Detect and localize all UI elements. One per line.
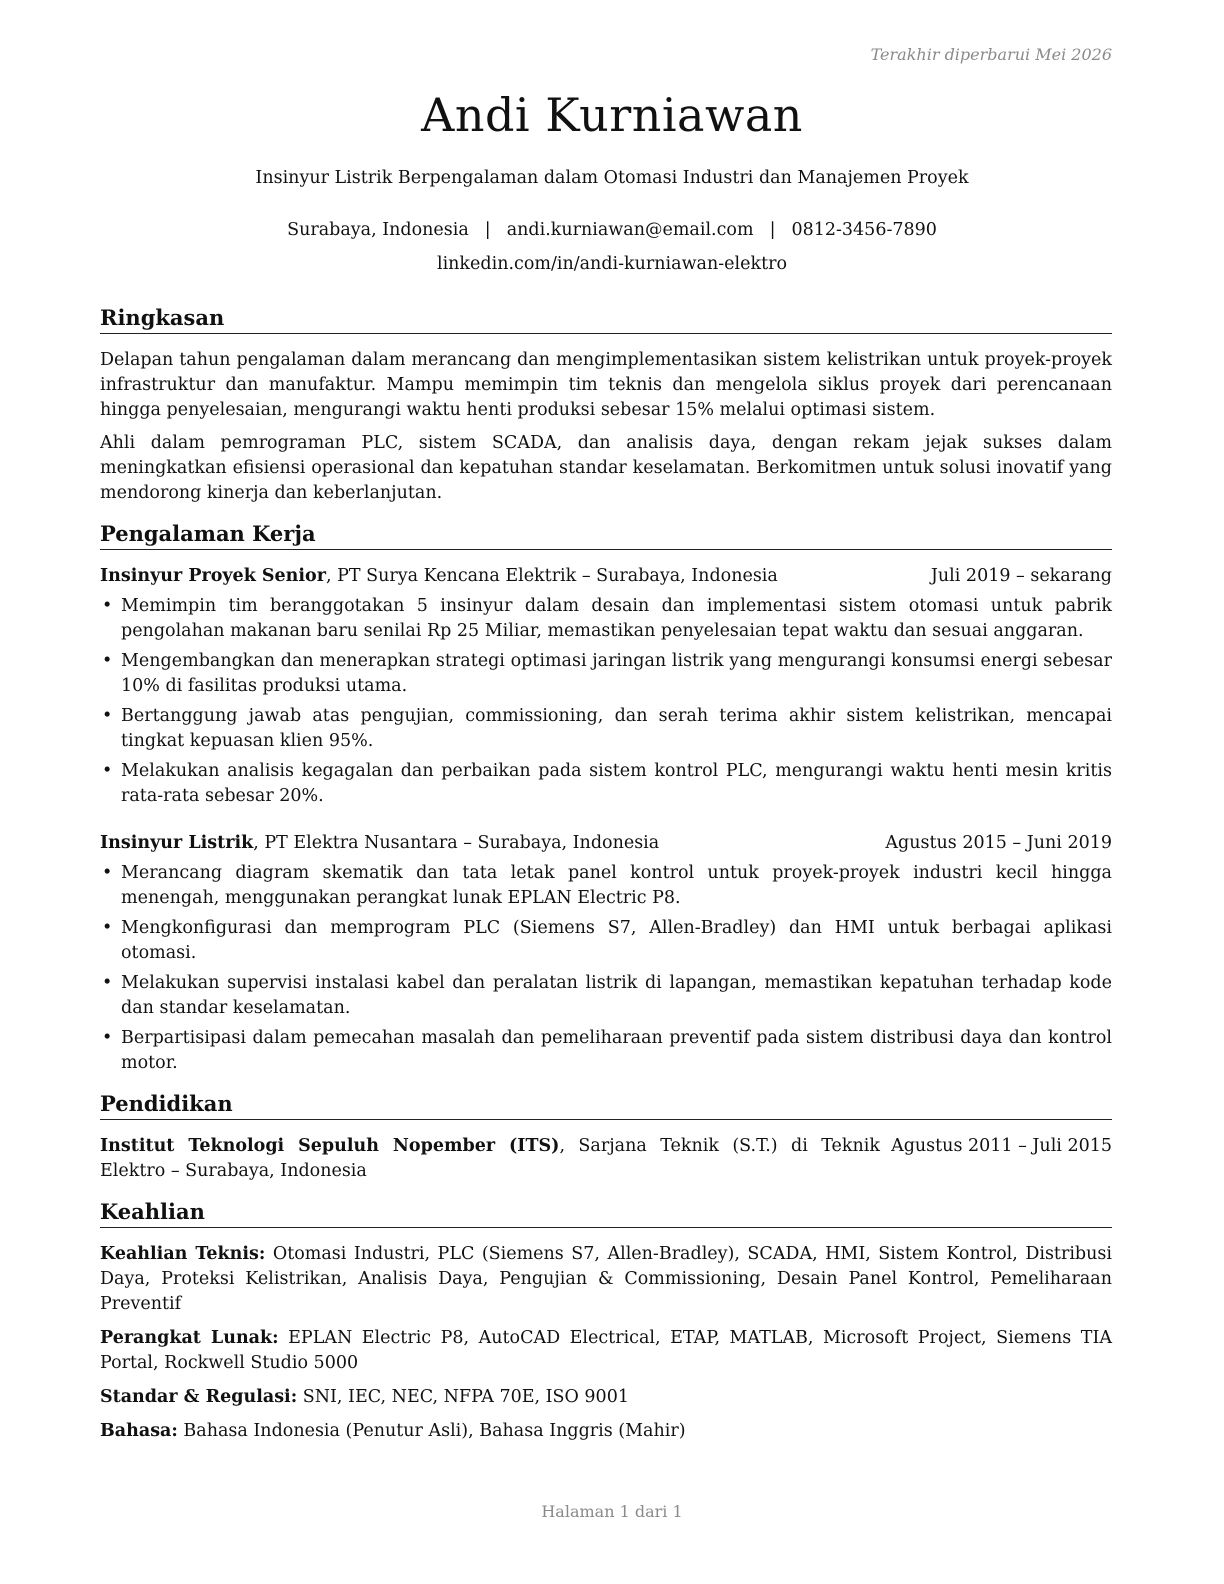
experience-section — [100, 520, 1112, 1076]
contact-line — [0, 220, 1224, 240]
skill-label: Perangkat Lunak: — [100, 1328, 279, 1348]
resume-content — [100, 304, 1112, 1458]
section-title-skills: Keahlian — [100, 1198, 1112, 1228]
contact-separator: | — [769, 220, 776, 240]
job-bullet: • Melakukan analisis kegagalan dan perbaikan pada sistem kontrol PLC, mengurangi waktu henti mesin kritis rata-rata sebesar 20%. — [100, 759, 1112, 809]
job-header — [100, 831, 1112, 856]
job-bullet: • Melakukan supervisi instalasi kabel dan peralatan listrik di lapangan, memastikan kepatuhan terhadap kode dan standar keselamatan. — [100, 971, 1112, 1021]
job-entry — [100, 831, 1112, 1076]
skill-line-technical — [100, 1242, 1112, 1317]
section-title-education: Pendidikan — [100, 1090, 1112, 1120]
education-degree: , Sarjana Teknik (S.T.) di Teknik Elektro – Surabaya, Indonesia — [100, 1136, 880, 1181]
job-company: , PT Elektra Nusantara – Surabaya, Indonesia — [253, 833, 660, 853]
last-updated: Terakhir diperbarui Mei 2026 — [870, 45, 1112, 64]
section-title-summary: Ringkasan — [100, 304, 1112, 334]
education-entry — [100, 1134, 1112, 1184]
skill-line-software — [100, 1326, 1112, 1376]
job-bullet: • Bertanggung jawab atas pengujian, commissioning, dan serah terima akhir sistem kelistrikan, mencapai tingkat kepuasan klien 95%. — [100, 704, 1112, 754]
skill-value: EPLAN Electric P8, AutoCAD Electrical, ETAP, MATLAB, Microsoft Project, Siemens TIA Portal, Rockwell Studio 5000 — [100, 1328, 1112, 1373]
skill-label: Standar & Regulasi: — [100, 1387, 298, 1407]
tagline: Insinyur Listrik Berpengalaman dalam Otomasi Industri dan Manajemen Proyek — [255, 168, 969, 188]
job-entry — [100, 564, 1112, 809]
linkedin-link[interactable]: linkedin.com/in/andi-kurniawan-elektro — [436, 254, 788, 274]
skill-value: Otomasi Industri, PLC (Siemens S7, Allen-Bradley), SCADA, HMI, Sistem Kontrol, Distribusi Daya, Proteksi Kelistrikan, Analisis Daya, Pengujian & Commissioning, Desain Panel Kontrol, Pemeliharaan Preventif — [100, 1244, 1112, 1314]
job-role: Insinyur Listrik — [100, 833, 254, 853]
job-bullet: • Merancang diagram skematik dan tata letak panel kontrol untuk proyek-proyek industri kecil hingga menengah, menggunakan perangkat lunak EPLAN Electric P8. — [100, 861, 1112, 911]
education-institution: Institut Teknologi Sepuluh Nopember (ITS) — [100, 1136, 560, 1156]
location: Surabaya, Indonesia — [287, 220, 469, 240]
job-bullets — [100, 594, 1112, 809]
education-dates: Agustus 2011 – Juli 2015 — [891, 1136, 1112, 1156]
job-dates: Juli 2019 – sekarang — [930, 566, 1112, 586]
skill-line-standards — [100, 1385, 1112, 1410]
section-title-experience: Pengalaman Kerja — [100, 520, 1112, 550]
page-number: Halaman 1 dari 1 — [541, 1502, 683, 1521]
contact-separator: | — [484, 220, 491, 240]
job-bullet: • Mengkonfigurasi dan memprogram PLC (Siemens S7, Allen-Bradley) dan HMI untuk berbagai aplikasi otomasi. — [100, 916, 1112, 966]
summary-paragraph: Delapan tahun pengalaman dalam merancang dan mengimplementasikan sistem kelistrikan untuk proyek-proyek infrastruktur dan manufaktur. Mampu memimpin tim teknis dan mengelola siklus proyek dari perencanaan hingga penyelesaian, mengurangi waktu henti produksi sebesar 15% melalui optimasi sistem. — [100, 350, 1112, 420]
candidate-name: Andi Kurniawan — [421, 88, 803, 142]
summary-paragraph: Ahli dalam pemrograman PLC, sistem SCADA, dan analisis daya, dengan rekam jejak sukses dalam meningkatkan efisiensi operasional dan kepatuhan standar keselamatan. Berkomitmen untuk solusi inovatif yang mendorong kinerja dan keberlanjutan. — [100, 433, 1112, 503]
skills-section — [100, 1198, 1112, 1444]
job-title-line — [100, 564, 778, 589]
job-header — [100, 564, 1112, 589]
job-dates: Agustus 2015 – Juni 2019 — [885, 833, 1112, 853]
skill-value: Bahasa Indonesia (Penutur Asli), Bahasa Inggris (Mahir) — [177, 1421, 686, 1441]
email-link[interactable]: andi.kurniawan@email.com — [506, 220, 754, 240]
job-title-line — [100, 831, 659, 856]
job-bullets — [100, 861, 1112, 1076]
job-bullet: • Berpartisipasi dalam pemecahan masalah dan pemeliharaan preventif pada sistem distribusi daya dan kontrol motor. — [100, 1026, 1112, 1076]
phone-number: 0812-3456-7890 — [791, 220, 937, 240]
job-bullet: • Mengembangkan dan menerapkan strategi optimasi jaringan listrik yang mengurangi konsumsi energi sebesar 10% di fasilitas produksi utama. — [100, 649, 1112, 699]
skill-label: Keahlian Teknis: — [100, 1244, 266, 1264]
skill-line-languages — [100, 1419, 1112, 1444]
job-company: , PT Surya Kencana Elektrik – Surabaya, Indonesia — [325, 566, 778, 586]
skill-value: SNI, IEC, NEC, NFPA 70E, ISO 9001 — [297, 1387, 629, 1407]
skill-label: Bahasa: — [100, 1421, 178, 1441]
job-bullet: • Memimpin tim beranggotakan 5 insinyur dalam desain dan implementasi sistem otomasi untuk pabrik pengolahan makanan baru senilai Rp 25 Miliar, memastikan penyelesaian tepat waktu dan sesuai anggaran. — [100, 594, 1112, 644]
education-details — [100, 1134, 880, 1184]
job-role: Insinyur Proyek Senior — [100, 566, 326, 586]
summary-section — [100, 304, 1112, 506]
education-section — [100, 1090, 1112, 1184]
